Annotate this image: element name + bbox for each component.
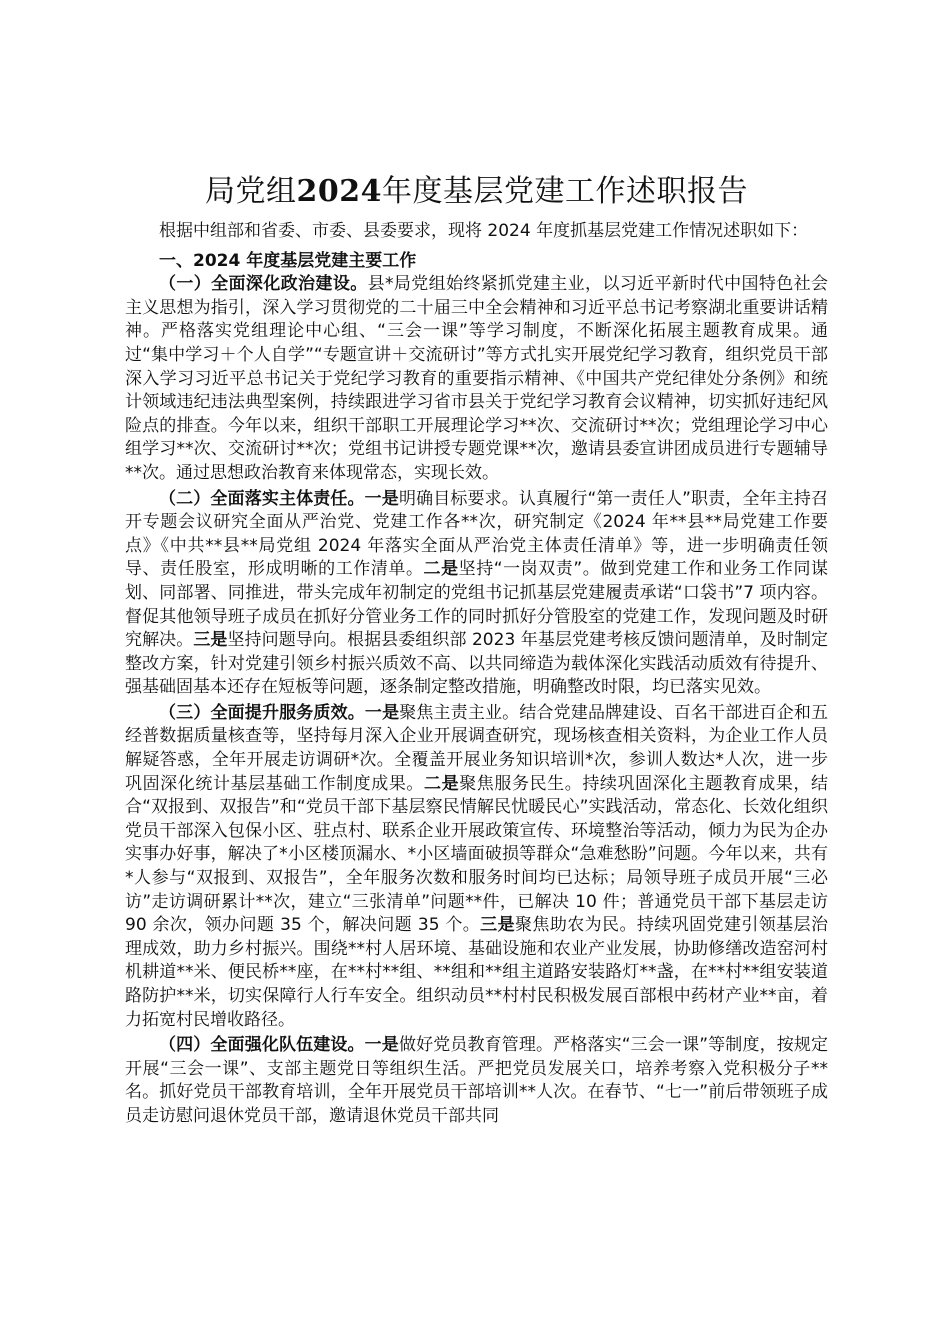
section-2-keyword-2: 二是: [423, 559, 459, 580]
section-2-text-3: 坚持问题导向。根据县委组织部 2023 年基层党建考核反馈问题清单，及时制定整改方案，针对党建引领乡村振兴质效不高、以共同缔造为载体深化实践活动质效有待提升、强基础固基本还存在短板等问题，逐条制定整改措施，明确整改时限，均已落实见效。: [125, 630, 829, 698]
section-3-text-1: 聚焦主责主业。结合党建品牌建设、百名干部进百企和五经普数据质量核查等，坚持每月深入企业开展调查研究，现场核查相关资料，为企业工作人员解疑答惑，全年开展走访调研*次。全覆盖开展业务知识培训*次，参训人数达*人次，进一步巩固深化统计基层基础工作制度成果。: [125, 702, 829, 794]
section-2-text-1: 明确目标要求。认真履行“第一责任人”职责，全年主持召开专题会议研究全面从严治党、党建工作各**次，研究制定《2024 年**县**局党建工作要点》《中共**县**局党组 2024 年落实全面从严治党主体责任清单》等，进一步明确责任领导、责任股室，形成明晰的工作清单。: [125, 488, 828, 580]
intro-paragraph: 根据中组部和省委、市委、县委要求，现将 2024 年度抓基层党建工作情况述职如下：: [159, 221, 809, 241]
section-1-text: 县*局党组始终紧抓党建主业，以习近平新时代中国特色社会主义思想为指引，深入学习贯彻党的二十届三中全会精神和习近平总书记考察湖北重要讲话精神。严格落实党组理论中心组、“三会一课”等学习制度，不断深化拓展主题教育成果。通过“集中学习＋个人自学”“专题宣讲＋交流研讨”等方式扎实开展党纪学习教育，组织党员干部深入学习习近平总书记关于党纪学习教育的重要指示精神、《中国共产党纪律处分条例》和统计领域违纪违法典型案例，持续跟进学习省市县关于党纪学习教育会议精神，切实抓好违纪风险点的排查。今年以来，组织干部职工开展理论学习**次、交流研讨**次；党组理论学习中心组学习**次、交流研讨**次；党组书记讲授专题党课**次，邀请县委宣讲团成员进行专题辅导**次。通过思想政治教育来体现常态，实现长效。: [125, 274, 829, 483]
section-1-lead: （一）全面深化政治建设。: [159, 274, 368, 295]
title-year: 2024: [296, 174, 382, 209]
section-2-lead: （二）全面落实主体责任。: [159, 488, 365, 509]
section-4-text-1: 做好党员教育管理。严格落实“三会一课”等制度，按规定开展“三会一课”、支部主题党日等组织生活。严把党员发展关口，培养考察入党积极分子**名。抓好党员干部教育培训，全年开展党员干部培训**人次。在春节、“七一”前后带领班子成员走访慰问退休党员干部，邀请退休党员干部共同: [125, 1035, 828, 1126]
section-2-paragraph: [125, 488, 828, 700]
section-2-keyword-3: 三是: [193, 630, 228, 651]
section-3-text-2: 聚焦服务民生。持续巩固深化主题教育成果，结合“双报到、双报告”和“党员干部下基层察民情解民忧暖民心”实践活动，常态化、长效化组织党员干部深入包保小区、驻点村、联系企业开展政策宣传、环境整治等活动，倾力为民为企办实事办好事，解决了*小区楼顶漏水、*小区墙面破损等群众“急难愁盼”问题。今年以来，共有*人参与“双报到、双报告”，全年服务次数和服务时间均已达标；局领导班子成员开展“三必访”走访调研累计**次，建立“三张清单”问题**件，已解决 10 件；普通党员干部下基层走访 90 余次，领办问题 35 个，解决问题 35 个。: [125, 773, 829, 936]
section-1-paragraph: [125, 273, 828, 485]
section-3-text-3: 聚焦助农为民。持续巩固党建引领基层治理成效，助力乡村振兴。围绕**村人居环境、基础设施和农业产业发展，协助修缮改造窑河村机耕道**米、便民桥**座，在**村**组、**组和**组主道路安装路灯**盏，在**村**组安装道路防护**米，切实保障行人行车安全。组织动员**村村民积极发展百部根中药材产业**亩，着力拓宽村民增收路径。: [125, 915, 829, 1030]
section-4-keyword-1: 一是: [364, 1035, 399, 1056]
section-heading-1: 一、2024 年度基层党建主要工作: [159, 250, 417, 271]
title-prefix: 局党组: [205, 174, 297, 209]
section-3-keyword-3: 三是: [480, 915, 515, 936]
section-3-paragraph: [125, 702, 828, 1032]
section-3-keyword-2: 二是: [424, 773, 460, 794]
section-2-keyword-1: 一是: [364, 488, 399, 509]
document-title: [125, 172, 828, 212]
section-4-lead: （四）全面强化队伍建设。: [159, 1035, 365, 1056]
section-4-paragraph: [125, 1034, 828, 1128]
title-suffix: 年度基层党建工作述职报告: [382, 174, 748, 209]
section-3-lead: （三）全面提升服务质效。: [159, 702, 365, 723]
section-3-keyword-1: 一是: [364, 702, 400, 723]
section-2-text-2: 坚持“一岗双责”。做到党建工作和业务工作同谋划、同部署、同推进，带头完成年初制定的党组书记抓基层党建履责承诺“口袋书”7 项内容。督促其他领导班子成员在抓好分管业务工作的同时抓好分管股室的党建工作，发现问题及时研究解决。: [125, 559, 829, 651]
